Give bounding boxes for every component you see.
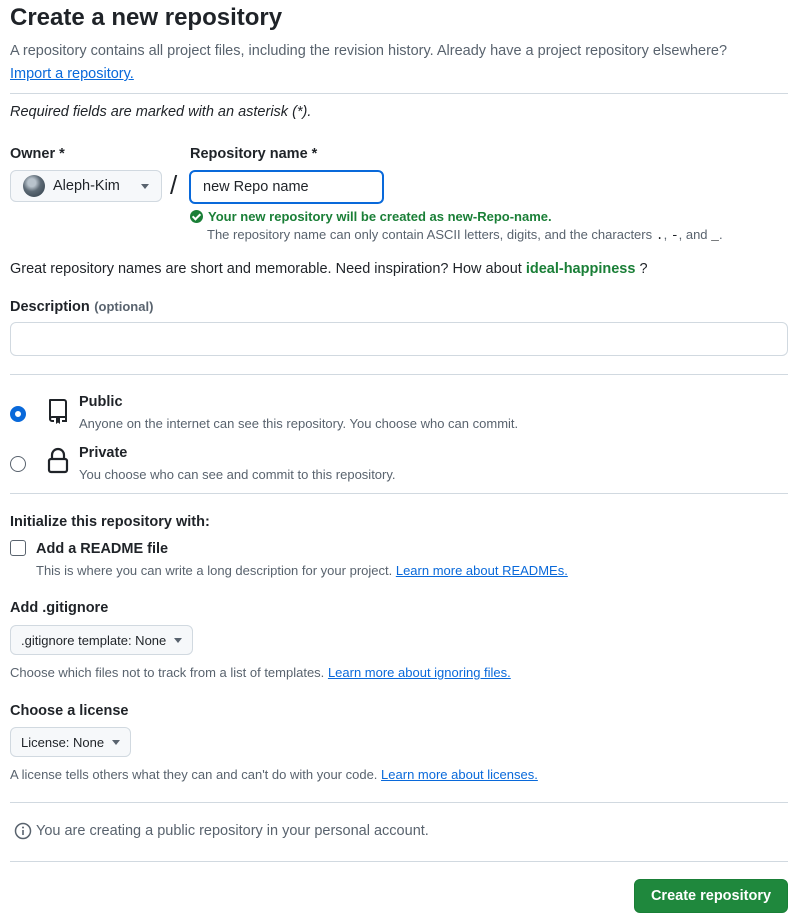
hint-char-dash: - (670, 228, 679, 243)
owner-repo-separator: / (170, 170, 178, 200)
readme-desc-text: This is where you can write a long description for your project. (36, 563, 393, 578)
info-icon (14, 822, 32, 840)
required-fields-note: Required fields are marked with an asterisk (*). (10, 104, 312, 120)
private-title: Private (79, 445, 128, 461)
repo-name-label: Repository name * (190, 146, 318, 162)
chevron-down-icon (174, 638, 182, 643)
intro-text: A repository contains all project files, including the revision history. Already have a project repository elsewhere? (10, 43, 728, 59)
repo-name-valid-message (190, 209, 552, 224)
owner-label: Owner * (10, 146, 65, 162)
divider (10, 493, 788, 494)
license-dropdown[interactable] (10, 727, 131, 757)
learn-licenses-link[interactable]: Learn more about licenses. (381, 767, 538, 782)
repo-name-input[interactable] (189, 170, 384, 204)
page-intro (10, 40, 770, 86)
hint-separator: , (663, 227, 668, 242)
repo-name-hint (207, 227, 723, 243)
chevron-down-icon (112, 740, 120, 745)
import-repository-link[interactable]: Import a repository. (10, 66, 134, 82)
name-inspiration (10, 261, 648, 277)
gitignore-description (10, 665, 511, 680)
readme-checkbox[interactable] (10, 540, 26, 556)
private-radio[interactable] (10, 456, 26, 472)
hint-char-dot: . (655, 228, 664, 243)
chevron-down-icon (141, 184, 149, 189)
initialize-heading: Initialize this repository with: (10, 514, 210, 530)
learn-ignoring-files-link[interactable]: Learn more about ignoring files. (327, 665, 511, 680)
gitignore-heading: Add .gitignore (10, 600, 109, 616)
divider (10, 374, 788, 375)
owner-dropdown[interactable] (10, 170, 162, 202)
divider (10, 802, 788, 803)
public-repo-notice: You are creating a public repository in your personal account. (36, 823, 429, 839)
hint-end: . (718, 227, 723, 242)
gitignore-desc-text: Choose which files not to track from a list of templates. (10, 665, 325, 680)
avatar (23, 175, 45, 197)
public-subtitle: Anyone on the internet can see this repository. You choose who can commit. (79, 416, 519, 431)
learn-readmes-link[interactable]: Learn more about READMEs. (395, 563, 568, 578)
readme-label[interactable]: Add a README file (36, 541, 169, 557)
owner-value: Aleph-Kim (53, 178, 120, 194)
divider (10, 861, 788, 862)
divider (10, 93, 788, 94)
gitignore-template-dropdown[interactable] (10, 625, 193, 655)
valid-message-text: Your new repository will be created as new-Repo-name. (208, 209, 552, 224)
readme-description (36, 563, 568, 578)
repo-icon (46, 397, 70, 425)
description-label (10, 298, 153, 316)
public-title: Public (79, 394, 123, 410)
license-heading: Choose a license (10, 703, 129, 719)
page-title: Create a new repository (10, 4, 283, 31)
gitignore-select-label: .gitignore template: None (21, 632, 167, 648)
inspiration-text: Great repository names are short and memorable. Need inspiration? How about (10, 261, 522, 277)
hint-and: , and (678, 227, 708, 242)
description-input[interactable] (10, 322, 788, 356)
description-label-text: Description (10, 299, 90, 315)
create-repository-button[interactable]: Create repository (634, 879, 788, 913)
public-radio[interactable] (10, 406, 26, 422)
license-desc-text: A license tells others what they can and can't do with your code. (10, 767, 378, 782)
private-subtitle: You choose who can see and commit to this repository. (79, 467, 396, 482)
inspiration-end: ? (639, 261, 648, 277)
hint-text: The repository name can only contain ASCII letters, digits, and the characters (207, 227, 653, 242)
suggested-name[interactable]: ideal-happiness (525, 261, 636, 277)
optional-tag: (optional) (94, 299, 154, 314)
license-description (10, 767, 538, 782)
license-select-label: License: None (21, 734, 105, 750)
hint-char-underscore: _ (711, 228, 719, 243)
check-circle-icon (190, 210, 203, 223)
lock-icon (47, 447, 69, 475)
